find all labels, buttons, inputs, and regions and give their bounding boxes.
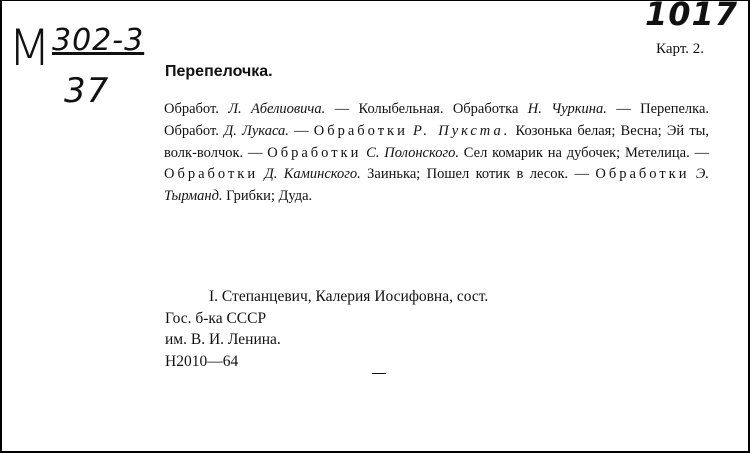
card-title: Перепелочка.	[165, 63, 273, 80]
contents-segment: Э. Тырманд.	[164, 166, 710, 205]
contents-segment: Р. Пукста.	[413, 122, 511, 139]
contents-segment: С. Полонского.	[366, 144, 460, 161]
contents-segment: Д. Лукаса.	[224, 122, 289, 139]
contents-segment: Сел комарик на дубочек; Метелица. —	[459, 144, 710, 161]
card-number: Карт. 2.	[656, 41, 704, 57]
contents-paragraph	[164, 99, 709, 208]
pencil-mark	[372, 373, 386, 374]
contents-segment: — Колыбельная. Обработка	[325, 101, 528, 117]
shelf-mark-top: 302-3	[52, 23, 145, 58]
contents-segment: — Перепелка. Обработ.	[164, 101, 710, 139]
bibliographic-block	[165, 286, 488, 372]
contents-segment: Козонька белая; Весна; Эй ты, волк-волчок. —	[164, 122, 710, 161]
contents-segment: Обработки	[313, 122, 408, 139]
contents-segment: Обработки	[595, 166, 690, 183]
card-code: Н2010—64	[165, 352, 239, 370]
shelf-mark-letter: M	[8, 19, 53, 77]
inventory-number: 1017	[644, 0, 738, 33]
contents-segment: —	[288, 122, 314, 139]
contents-segment: Обработки	[267, 144, 362, 161]
contents-segment: Обработ.	[164, 101, 229, 117]
contents-segment: Л. Абелиовича.	[228, 101, 326, 117]
contents-segment: Грибки; Дуда.	[222, 188, 313, 205]
library-line-1: Гос. б-ка СССР	[165, 309, 267, 327]
shelf-mark-bottom: 37	[64, 71, 110, 111]
contents-segment: Обработки	[164, 166, 259, 183]
contents-segment: Н. Чуркина.	[527, 101, 607, 117]
compiler-line: I. Степанцевич, Калерия Иосифовна, сост.	[209, 288, 489, 305]
contents-segment: Д. Каминского.	[264, 166, 361, 183]
library-line-2: им. В. И. Ленина.	[165, 331, 281, 349]
contents-segment: Заинька; Пошел котик в лесок. —	[360, 166, 596, 183]
